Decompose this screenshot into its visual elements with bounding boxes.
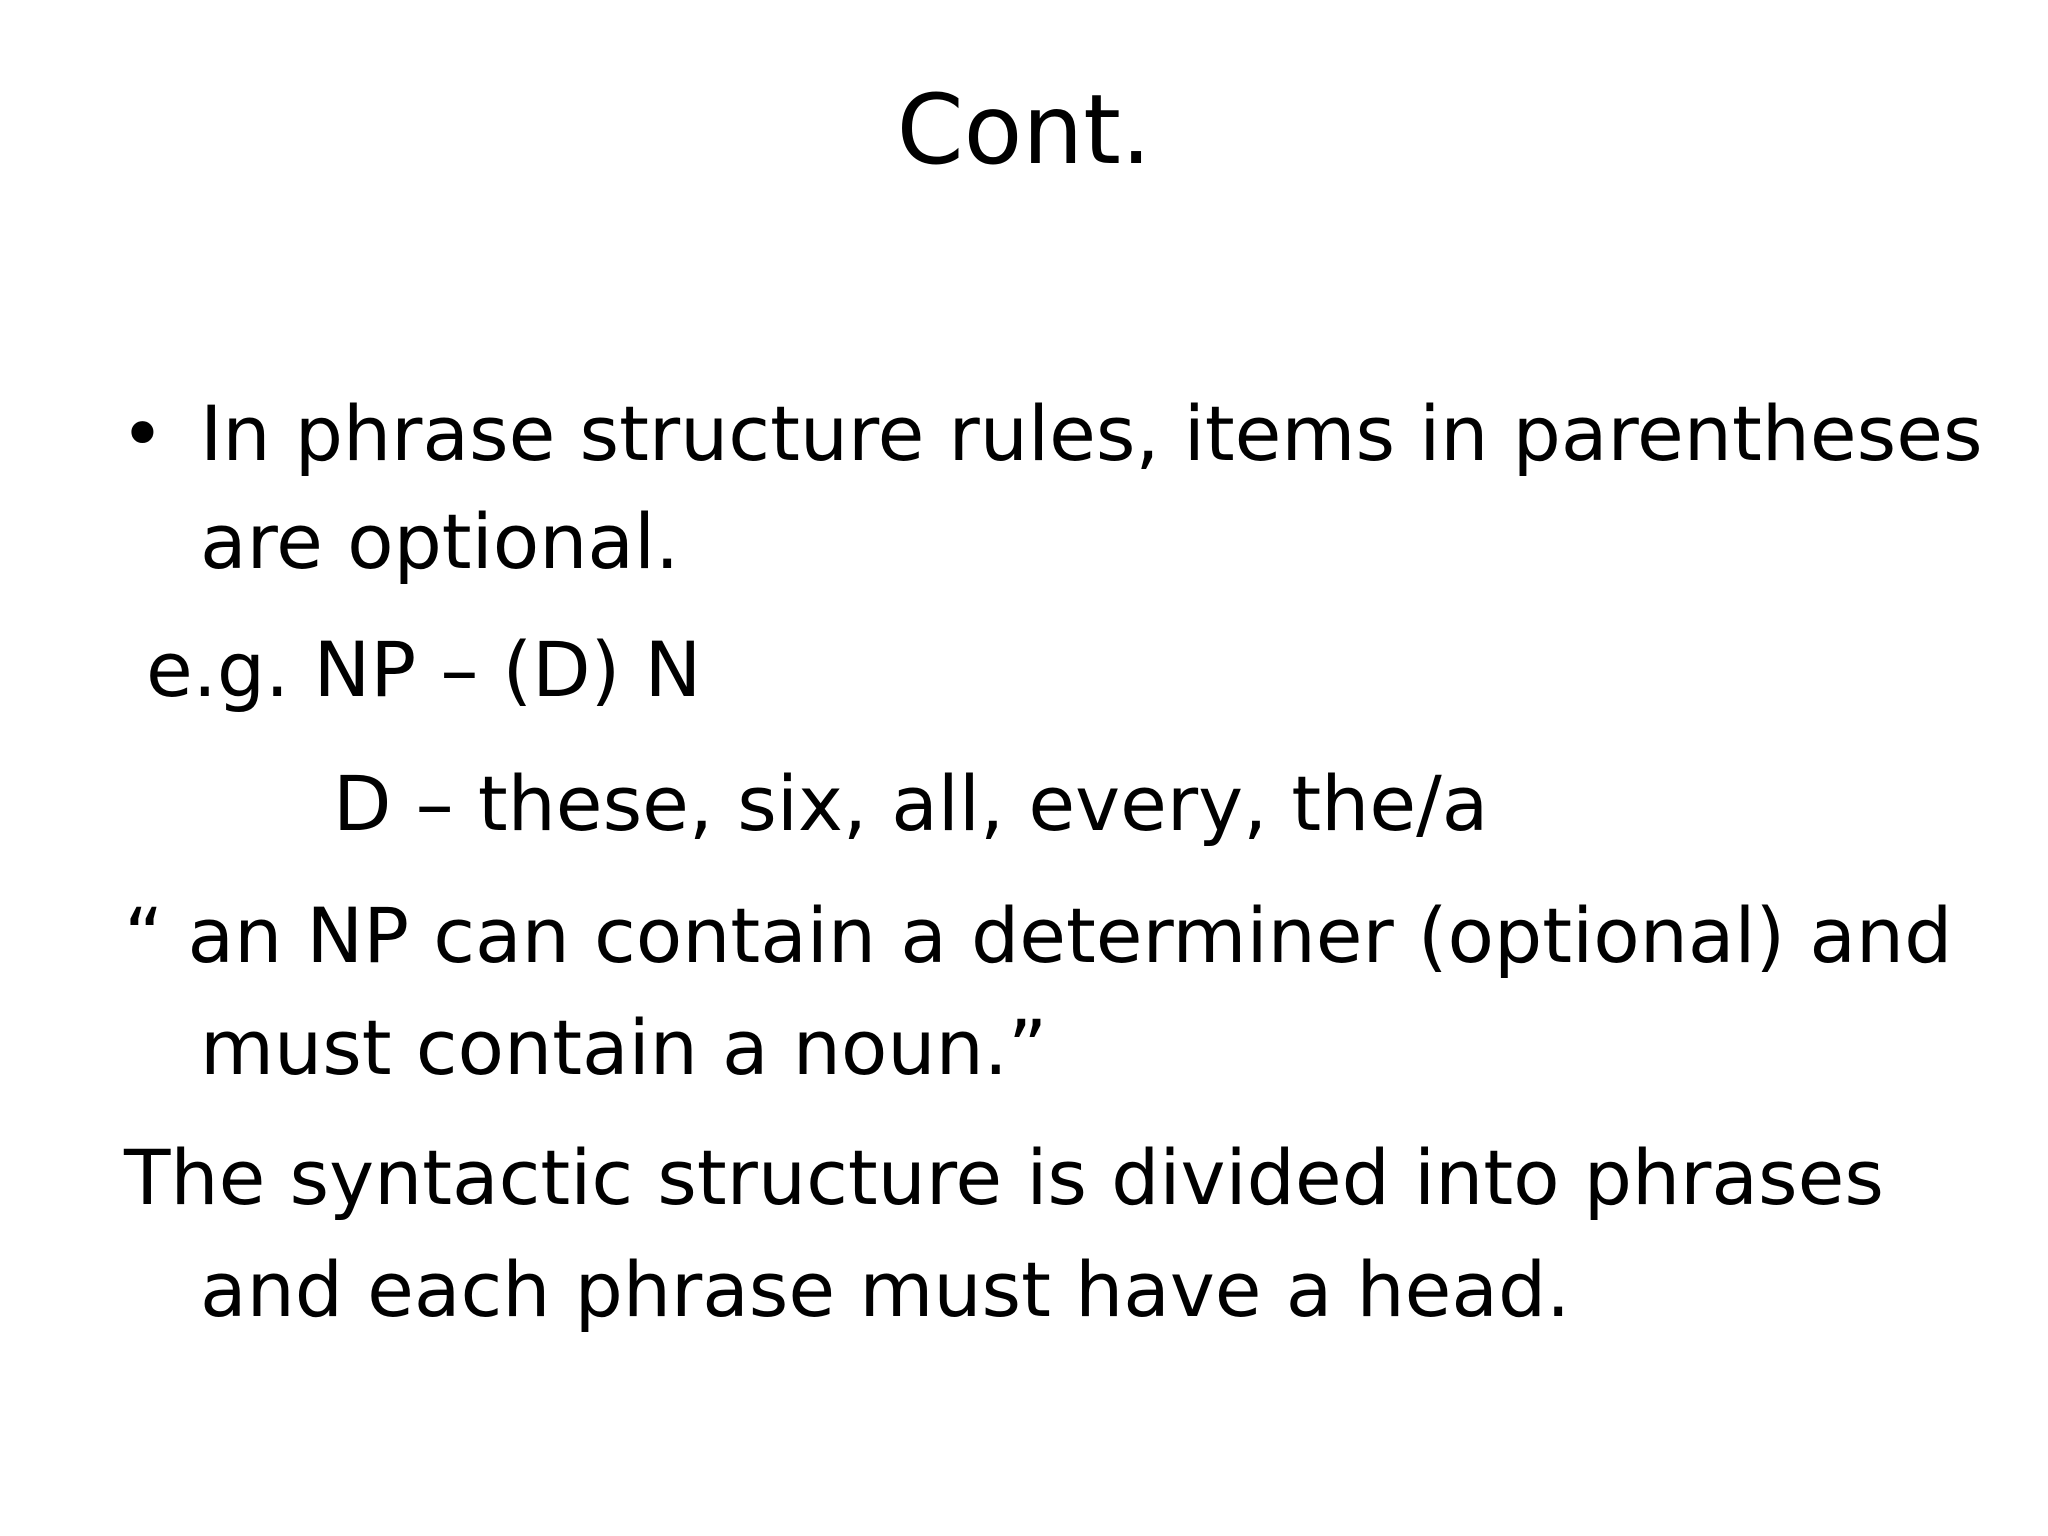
bullet-text-line-1: In phrase structure rules, items in parentheses bbox=[200, 389, 1983, 478]
quote-line-1: “ an NP can contain a determiner (optional) and bbox=[124, 891, 1953, 980]
slide-title: Cont. bbox=[896, 74, 1152, 186]
bullet-marker: • bbox=[120, 389, 165, 478]
example-line: e.g. NP – (D) N bbox=[146, 625, 702, 714]
bullet-text-line-2: are optional. bbox=[200, 497, 680, 586]
example-sub-line: D – these, six, all, every, the/a bbox=[333, 759, 1489, 848]
summary-line-2: and each phrase must have a head. bbox=[200, 1245, 1571, 1334]
summary-line-1: The syntactic structure is divided into phrases bbox=[124, 1133, 1884, 1222]
quote-line-2: must contain a noun.” bbox=[200, 1003, 1048, 1092]
